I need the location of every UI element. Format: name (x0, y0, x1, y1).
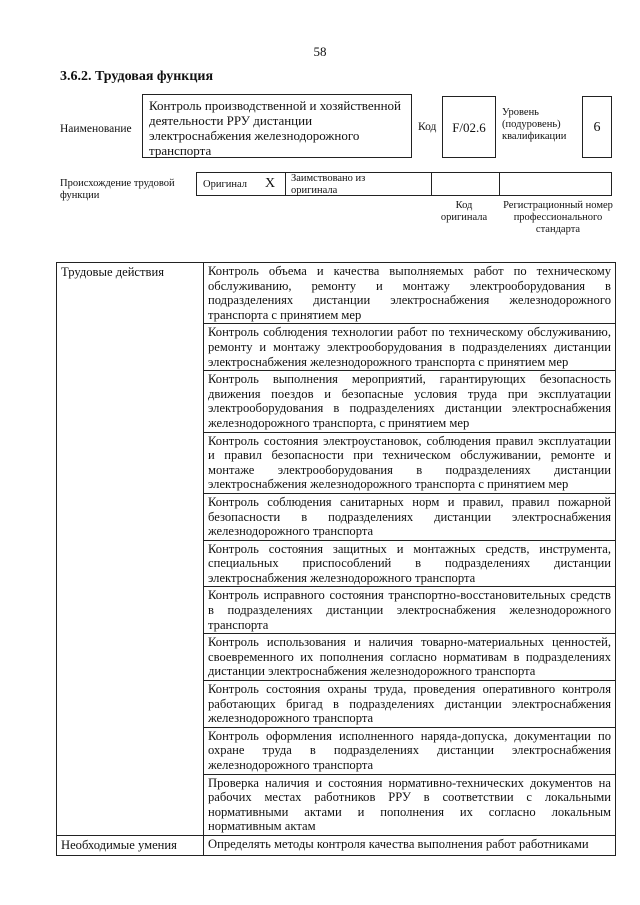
original-mark: X (265, 176, 276, 191)
name-value: Контроль производственной и хозяйственной деятельности РРУ дистанции электроснабжения железнодорожного транспорта (142, 94, 412, 158)
labor-action-item: Проверка наличия и состояния нормативно-технических документов на рабочих местах работников РРУ в соответствии с локальными нормативными актами и пополнения их согласно локальным нормативным актам (204, 774, 616, 835)
labor-action-item: Контроль оформления исполненного наряда-допуска, документации по охране труда в подразделениях дистанции электроснабжения железнодорожного транспорта (204, 727, 616, 774)
labor-action-item: Контроль выполнения мероприятий, гарантирующих безопасность движения поездов и безопасные условия труда при эксплуатации электрооборудования в подразделениях дистанции электроснабжения железнодорожного транспорта, с принятием мер (204, 371, 616, 432)
labor-action-item: Контроль соблюдения санитарных норм и правил, правил пожарной безопасности в подразделениях дистанции электроснабжения железнодорожного транспорта (204, 493, 616, 540)
skill-item: Определять методы контроля качества выполнения работ работниками (204, 835, 616, 855)
section-title: 3.6.2. Трудовая функция (60, 69, 214, 84)
labor-action-item: Контроль соблюдения технологии работ по техническому обслуживанию, ремонту и монтажу электрооборудования в подразделениях дистанции электроснабжения железнодорожного транспорта с принятием мер (204, 324, 616, 371)
labor-action-item: Контроль состояния электроустановок, соблюдения правил эксплуатации и правил безопасности при техническом обслуживании, ремонте и монтаже электрооборудования в подразделениях дистанции электроснабжения железнодорожного транспорта с принятием мер (204, 432, 616, 493)
labor-action-row (57, 263, 616, 324)
level-label: Уровень (подуровень) квалификации (502, 107, 567, 142)
origin-cells (196, 172, 612, 196)
name-label: Наименование (60, 123, 132, 135)
origin-label: Происхождение трудовой функции (60, 178, 175, 201)
level-value: 6 (582, 96, 612, 158)
labor-action-item: Контроль использования и наличия товарно-материальных ценностей, своевременного их пополнения согласно нормативам в подразделениях дистанции электроснабжения железнодорожного транспорта (204, 634, 616, 681)
borrowed-label: Заимствовано из оригинала (291, 173, 366, 196)
code-value: F/02.6 (442, 96, 496, 158)
labor-action-item: Контроль исправного состояния транспортно-восстановительных средств в подразделениях дистанции электроснабжения железнодорожного транспорта (204, 587, 616, 634)
original-label: Оригинал (203, 179, 247, 190)
labor-action-item: Контроль объема и качества выполняемых работ по техническому обслуживанию, ремонту и монтажу электрооборудования в подразделениях дистанции электроснабжения железнодорожного транспорта с принятием мер (204, 263, 616, 324)
labor-function-table (56, 262, 616, 856)
code-original-label: Код оригинала (440, 200, 488, 223)
labor-action-label: Трудовые действия (57, 263, 204, 836)
code-label: Код (418, 121, 437, 133)
page-number: 58 (313, 44, 327, 59)
labor-action-item: Контроль состояния охраны труда, проведения оперативного контроля работающих бригад в подразделениях дистанции электроснабжения железнодорожного транспорта (204, 681, 616, 728)
skill-row (57, 835, 616, 855)
reg-number-label: Регистрационный номер профессионального стандарта (503, 200, 613, 235)
labor-action-item: Контроль состояния защитных и монтажных средств, инструмента, специальных приспособлений в подразделениях дистанции электроснабжения железнодорожного транспорта (204, 540, 616, 587)
skill-label: Необходимые умения (57, 835, 204, 855)
